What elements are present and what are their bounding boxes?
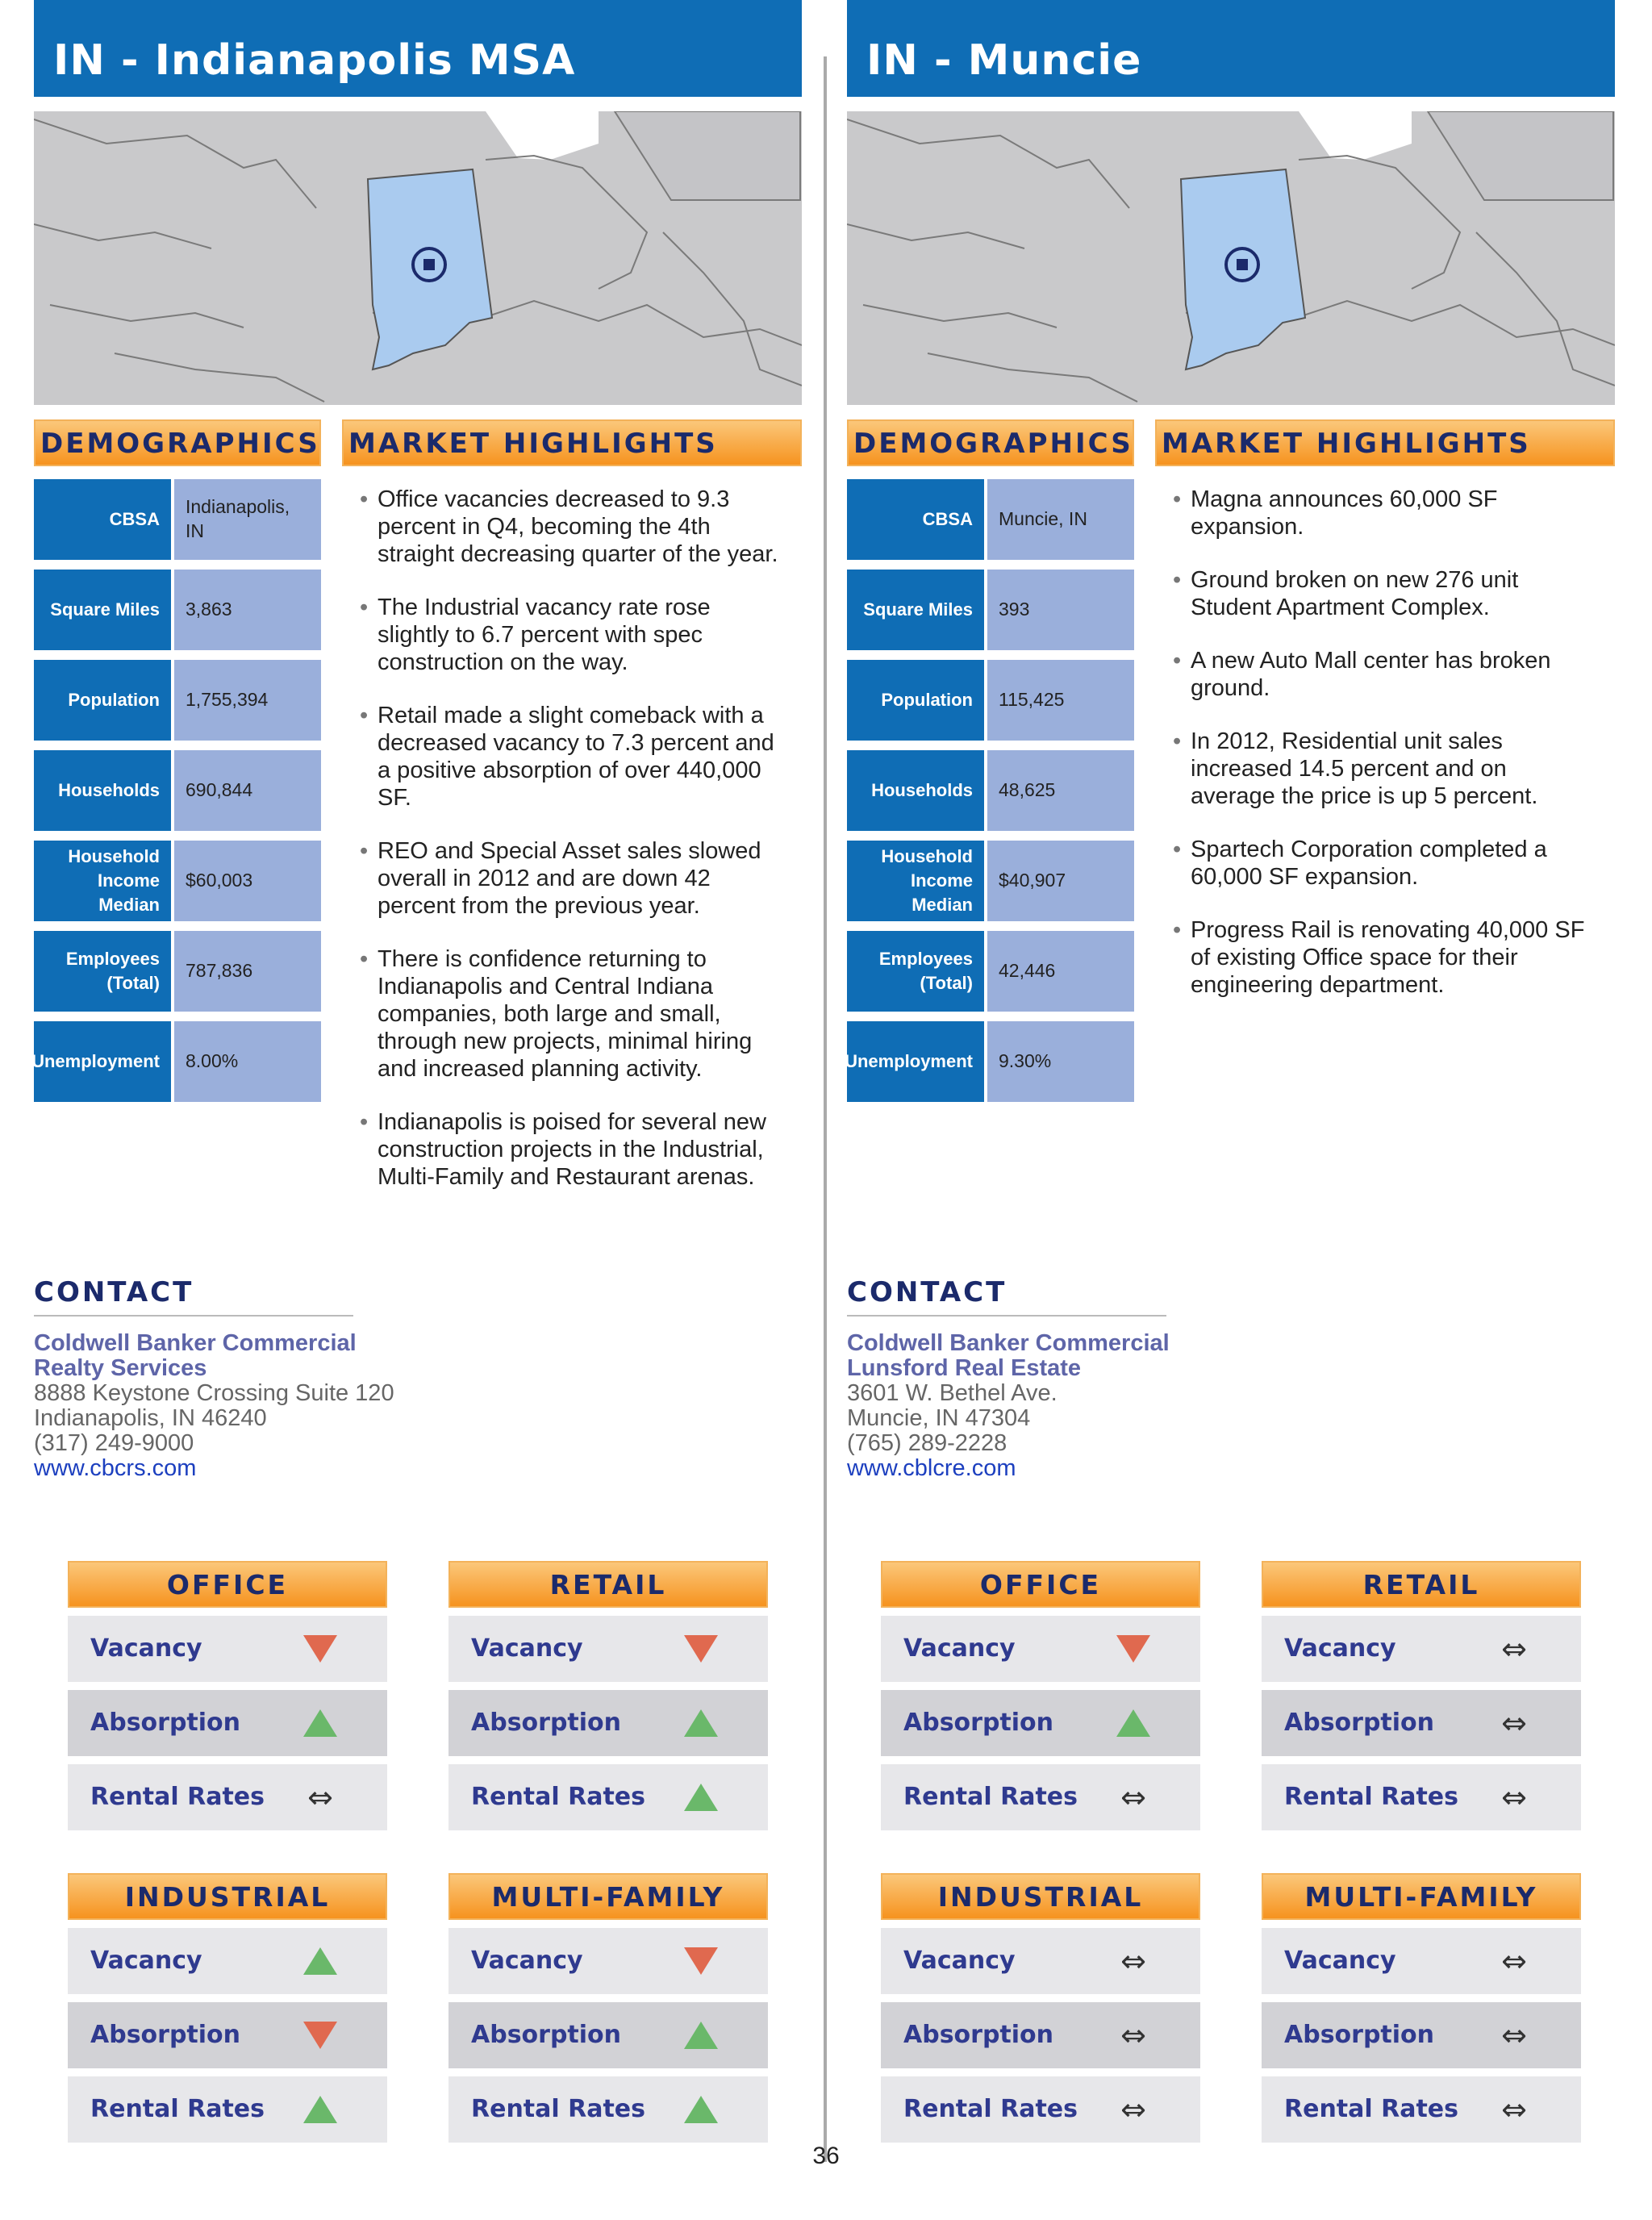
triangle-up-icon-shape — [303, 2096, 337, 2123]
trend-label: Vacancy — [90, 1947, 202, 1975]
market-title: IN - Indianapolis MSA — [34, 0, 802, 97]
demographics-row — [847, 931, 1134, 1012]
market-map — [34, 111, 802, 405]
trend-label: Absorption — [903, 1709, 1054, 1737]
highlight-item: • Ground broken on new 276 unit Student Apartment Complex. — [1173, 566, 1592, 621]
trend-label: Absorption — [90, 1709, 241, 1737]
trend-label: Rental Rates — [90, 1783, 265, 1811]
page-number: 36 — [812, 2143, 840, 2169]
highlight-item: • REO and Special Asset sales slowed overall in 2012 and are down 42 percent from the previous year. — [360, 837, 779, 920]
demographics-row — [31, 1021, 321, 1102]
left-right-arrow-icon: ⇔ — [1501, 1631, 1527, 1667]
trend-row — [881, 1616, 1200, 1682]
demographics-row — [847, 1021, 1134, 1102]
contact-block — [34, 1331, 394, 1481]
triangle-up-icon — [681, 1764, 721, 1830]
triangle-up-icon-shape — [1116, 1709, 1150, 1737]
triangle-up-icon — [1113, 1690, 1153, 1756]
demographics-label: CBSA — [34, 479, 171, 560]
trend-label: Absorption — [90, 2021, 241, 2049]
contact-address-line2: Muncie, IN 47304 — [847, 1405, 1031, 1431]
triangle-up-icon-shape — [684, 1709, 718, 1737]
trend-row — [448, 1616, 768, 1682]
demographics-label: Household Income Median — [34, 841, 171, 921]
contact-organization: Coldwell Banker Commercial Realty Services — [34, 1330, 357, 1381]
demographics-heading: DEMOGRAPHICS — [34, 419, 321, 466]
triangle-up-icon-shape — [684, 1784, 718, 1811]
left-right-arrow-icon: ⇔ — [1501, 2018, 1527, 2053]
panel-title: OFFICE — [881, 1561, 1200, 1608]
demographics-label: Employees (Total) — [34, 931, 171, 1012]
demographics-value: 115,425 — [987, 660, 1134, 741]
demographics-label: Population — [847, 660, 984, 741]
demographics-label: Square Miles — [847, 570, 984, 650]
demographics-row — [847, 570, 1134, 650]
trend-row — [881, 1928, 1200, 1994]
triangle-up-icon-shape — [303, 1709, 337, 1737]
triangle-down-icon-shape — [684, 1947, 718, 1975]
demographics-table — [847, 479, 1134, 1112]
panel-title: RETAIL — [448, 1561, 768, 1608]
market-title: IN - Muncie — [847, 0, 1615, 97]
contact-phone: (765) 289-2228 — [847, 1430, 1007, 1456]
left-right-arrow-icon: ⇔ — [1120, 1943, 1146, 1979]
market-panel-industrial — [881, 1873, 1200, 2143]
triangle-up-icon — [681, 1690, 721, 1756]
highlight-item: • A new Auto Mall center has broken ground. — [1173, 647, 1592, 702]
market-panel-multi-family — [448, 1873, 768, 2143]
demographics-row — [34, 841, 321, 921]
demographics-row — [34, 931, 321, 1012]
highlight-item: • Office vacancies decreased to 9.3 percent in Q4, becoming the 4th straight decreasing quarter of the year. — [360, 486, 779, 568]
trend-row — [1262, 2076, 1581, 2143]
demographics-value: Muncie, IN — [987, 479, 1134, 560]
highlight-item: • Progress Rail is renovating 40,000 SF of existing Office space for their engineering department. — [1173, 916, 1592, 999]
trend-row — [1262, 2002, 1581, 2068]
left-right-arrow-icon: ⇔ — [1501, 2092, 1527, 2127]
market-panel-retail — [448, 1561, 768, 1830]
trend-label: Absorption — [903, 2021, 1054, 2049]
triangle-down-icon — [681, 1616, 721, 1682]
demographics-label: Unemployment — [34, 1021, 171, 1102]
demographics-row — [34, 570, 321, 650]
left-right-arrow-icon: ⇔ — [1120, 2018, 1146, 2053]
trend-row — [448, 2002, 768, 2068]
demographics-value: $40,907 — [987, 841, 1134, 921]
contact-website-link[interactable]: www.cblcre.com — [847, 1455, 1016, 1481]
demographics-row — [847, 750, 1134, 831]
triangle-up-icon — [681, 2002, 721, 2068]
trend-label: Vacancy — [903, 1634, 1016, 1663]
highlight-item: • There is confidence returning to Indianapolis and Central Indiana companies, both large and small, through new projects, minimal hiring and increased planning activity. — [360, 945, 779, 1083]
left-right-arrow-icon: ⇔ — [1501, 1705, 1527, 1741]
highlight-item: • The Industrial vacancy rate rose slightly to 6.7 percent with spec construction on the way. — [360, 594, 779, 676]
trend-row — [68, 1764, 387, 1830]
demographics-value: 9.30% — [987, 1021, 1134, 1102]
triangle-up-icon-shape — [303, 1947, 337, 1975]
map-graphic — [34, 111, 802, 405]
demographics-value: 690,844 — [174, 750, 321, 831]
triangle-up-icon — [681, 2076, 721, 2143]
demographics-value: 8.00% — [174, 1021, 321, 1102]
demographics-label: Population — [34, 660, 171, 741]
trend-row — [68, 2076, 387, 2143]
trend-label: Absorption — [471, 1709, 622, 1737]
demographics-table — [31, 479, 321, 1112]
demographics-value: 3,863 — [174, 570, 321, 650]
left-right-arrow-icon: ⇔ — [1501, 1780, 1527, 1815]
trend-row — [1262, 1928, 1581, 1994]
map-graphic — [847, 111, 1615, 405]
market-panel-retail — [1262, 1561, 1581, 1830]
demographics-row — [847, 841, 1134, 921]
trend-row — [448, 1928, 768, 1994]
trend-label: Rental Rates — [1284, 2095, 1459, 2123]
panel-title: INDUSTRIAL — [68, 1873, 387, 1920]
trend-row — [881, 1764, 1200, 1830]
contact-address-line1: 8888 Keystone Crossing Suite 120 — [34, 1380, 394, 1406]
left-right-arrow-icon: ⇔ — [1120, 1780, 1146, 1815]
demographics-value: 42,446 — [987, 931, 1134, 1012]
triangle-down-icon-shape — [303, 2022, 337, 2049]
trend-row — [448, 1764, 768, 1830]
trend-label: Vacancy — [471, 1634, 583, 1663]
contact-block — [847, 1331, 1170, 1481]
demographics-heading: DEMOGRAPHICS — [847, 419, 1134, 466]
demographics-label: Household Income Median — [847, 841, 984, 921]
trend-row — [68, 1928, 387, 1994]
trend-row — [881, 1690, 1200, 1756]
triangle-down-icon — [681, 1928, 721, 1994]
trend-row — [1262, 1690, 1581, 1756]
demographics-label: Square Miles — [34, 570, 171, 650]
trend-row — [68, 1616, 387, 1682]
contact-address-line2: Indianapolis, IN 46240 — [34, 1405, 267, 1431]
demographics-value: 787,836 — [174, 931, 321, 1012]
trend-row — [448, 1690, 768, 1756]
trend-label: Rental Rates — [471, 2095, 646, 2123]
trend-row — [1262, 1616, 1581, 1682]
market-highlights-heading: MARKET HIGHLIGHTS — [1155, 419, 1615, 466]
market-panel-industrial — [68, 1873, 387, 2143]
contact-heading: CONTACT — [847, 1276, 1166, 1317]
demographics-row — [34, 660, 321, 741]
trend-row — [1262, 1764, 1581, 1830]
contact-organization: Coldwell Banker Commercial Lunsford Real Estate — [847, 1330, 1170, 1381]
trend-label: Vacancy — [471, 1947, 583, 1975]
triangle-down-icon-shape — [303, 1635, 337, 1663]
contact-phone: (317) 249-9000 — [34, 1430, 194, 1456]
trend-label: Rental Rates — [471, 1783, 646, 1811]
trend-label: Absorption — [1284, 2021, 1435, 2049]
triangle-down-icon — [300, 2002, 340, 2068]
contact-website-link[interactable]: www.cbcrs.com — [34, 1455, 197, 1481]
panel-title: RETAIL — [1262, 1561, 1581, 1608]
highlight-item: • Retail made a slight comeback with a decreased vacancy to 7.3 percent and a positive absorption of over 440,000 SF. — [360, 702, 779, 812]
triangle-up-icon-shape — [684, 2096, 718, 2123]
trend-row — [68, 2002, 387, 2068]
trend-label: Rental Rates — [903, 2095, 1078, 2123]
demographics-row — [847, 660, 1134, 741]
panel-title: MULTI-FAMILY — [1262, 1873, 1581, 1920]
demographics-value: 393 — [987, 570, 1134, 650]
trend-label: Rental Rates — [90, 2095, 265, 2123]
highlight-item: • In 2012, Residential unit sales increased 14.5 percent and on average the price is up 5 percent. — [1173, 728, 1592, 810]
trend-row — [881, 2002, 1200, 2068]
market-panel-office — [881, 1561, 1200, 1830]
trend-row — [448, 2076, 768, 2143]
market-highlights-list — [1173, 486, 1592, 1024]
trend-label: Rental Rates — [1284, 1783, 1459, 1811]
triangle-up-icon — [300, 2076, 340, 2143]
demographics-value: 48,625 — [987, 750, 1134, 831]
triangle-up-icon — [300, 1928, 340, 1994]
demographics-row — [34, 750, 321, 831]
left-right-arrow-icon: ⇔ — [1501, 1943, 1527, 1979]
market-panel-multi-family — [1262, 1873, 1581, 2143]
triangle-down-icon-shape — [1116, 1635, 1150, 1663]
highlight-item: • Magna announces 60,000 SF expansion. — [1173, 486, 1592, 540]
trend-label: Rental Rates — [903, 1783, 1078, 1811]
market-map — [847, 111, 1615, 405]
trend-label: Absorption — [1284, 1709, 1435, 1737]
trend-label: Vacancy — [90, 1634, 202, 1663]
market-highlights-list — [360, 486, 779, 1216]
trend-row — [881, 2076, 1200, 2143]
highlight-item: • Spartech Corporation completed a 60,000 SF expansion. — [1173, 836, 1592, 891]
triangle-down-icon — [300, 1616, 340, 1682]
trend-label: Vacancy — [903, 1947, 1016, 1975]
demographics-label: CBSA — [847, 479, 984, 560]
demographics-row — [34, 479, 321, 560]
highlight-item: • Indianapolis is poised for several new construction projects in the Industrial, Multi-Family and Restaurant arenas. — [360, 1108, 779, 1191]
left-right-arrow-icon: ⇔ — [307, 1780, 333, 1815]
demographics-row — [847, 479, 1134, 560]
trend-label: Absorption — [471, 2021, 622, 2049]
triangle-down-icon — [1113, 1616, 1153, 1682]
demographics-label: Households — [34, 750, 171, 831]
panel-title: MULTI-FAMILY — [448, 1873, 768, 1920]
panel-title: OFFICE — [68, 1561, 387, 1608]
demographics-label: Households — [847, 750, 984, 831]
demographics-value: 1,755,394 — [174, 660, 321, 741]
trend-row — [68, 1690, 387, 1756]
column-divider — [824, 56, 827, 2162]
demographics-label: Employees (Total) — [847, 931, 984, 1012]
contact-heading: CONTACT — [34, 1276, 353, 1317]
market-panel-office — [68, 1561, 387, 1830]
triangle-up-icon-shape — [684, 2022, 718, 2049]
demographics-value: $60,003 — [174, 841, 321, 921]
contact-address-line1: 3601 W. Bethel Ave. — [847, 1380, 1058, 1406]
trend-label: Vacancy — [1284, 1634, 1396, 1663]
trend-label: Vacancy — [1284, 1947, 1396, 1975]
demographics-value: Indianapolis, IN — [174, 479, 321, 560]
left-right-arrow-icon: ⇔ — [1120, 2092, 1146, 2127]
panel-title: INDUSTRIAL — [881, 1873, 1200, 1920]
triangle-up-icon — [300, 1690, 340, 1756]
triangle-down-icon-shape — [684, 1635, 718, 1663]
demographics-label: Unemployment — [847, 1021, 984, 1102]
market-highlights-heading: MARKET HIGHLIGHTS — [342, 419, 802, 466]
